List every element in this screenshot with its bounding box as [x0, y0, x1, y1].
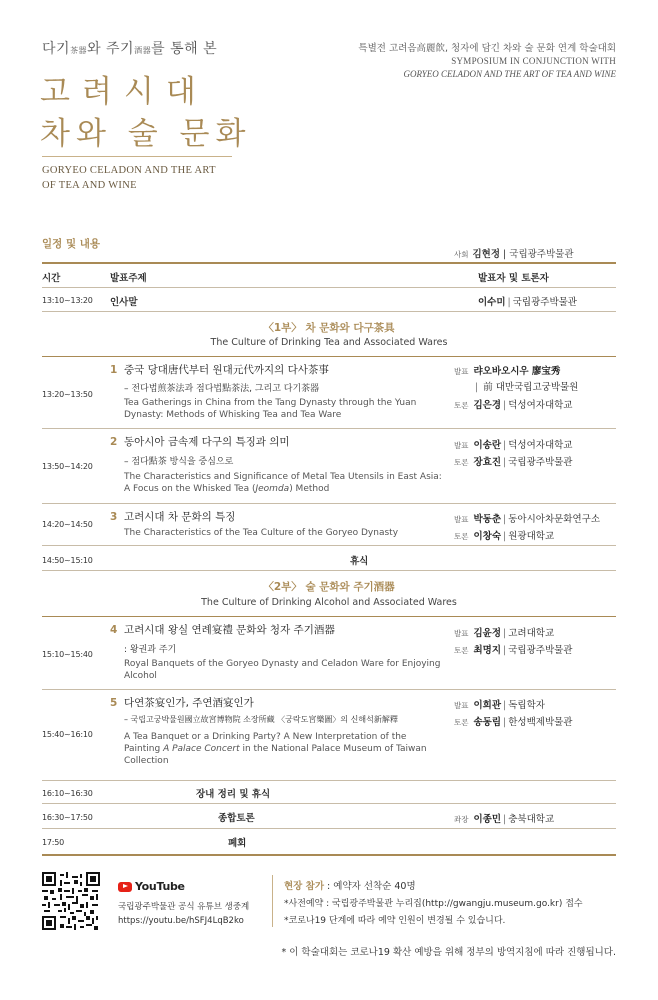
col-header-speaker: 발표자 및 토론자: [478, 273, 549, 284]
english-title: GORYEO CELADON AND THE ART OF TEA AND WINE: [42, 165, 216, 191]
talk5-time: 15:40~16:10: [42, 730, 93, 739]
talk1-title: 1 중국 당대唐代부터 원대元代까지의 다사茶事: [110, 364, 329, 376]
closing-label: 폐회: [228, 838, 247, 849]
moderator: 사회 김현정 | 국립광주박물관: [454, 249, 574, 260]
youtube-play-icon: [118, 882, 132, 892]
talk2-discussant: 토론 장효진 | 국립광주박물관: [454, 457, 573, 468]
title-divider: [42, 156, 232, 157]
col-header-time: 시간: [42, 273, 61, 284]
talk2-time: 13:50~14:20: [42, 462, 93, 471]
talk5-english: A Tea Banquet or a Drinking Party? A New Interpretation of the Painting A Palace Concert in the National Palace Museum of Taiwan Collection: [124, 732, 427, 766]
talk1-subtitle: – 전다법煎茶法과 점다법點茶法, 그리고 다기茶器: [124, 384, 320, 394]
talk2-subtitle: – 점다點茶 방식을 중심으로: [124, 457, 234, 467]
talk4-subtitle: : 왕권과 주기: [124, 645, 177, 655]
table-bottom-rule: [42, 854, 616, 856]
youtube-link[interactable]: https://youtu.be/hSFJ4LqB2ko: [118, 916, 244, 926]
closing-time: 17:50: [42, 838, 65, 847]
talk3-discussant: 토론 이창숙 | 원광대학교: [454, 531, 555, 542]
discussion-label: 종합토론: [218, 813, 255, 824]
talk3-english: The Characteristics of the Tea Culture of the Goryeo Dynasty: [124, 528, 399, 538]
talk4-english: Royal Banquets of the Goryeo Dynasty and Celadon Ware for Enjoying Alcohol: [124, 659, 441, 681]
talk3-title: 3 고려시대 차 문화의 특징: [110, 511, 236, 523]
tidy-label: 장내 정리 및 휴식: [196, 789, 271, 800]
opening-time: 13:10~13:20: [42, 296, 93, 305]
schedule-label: 일정 및 내용: [42, 238, 101, 250]
section-rule: [42, 616, 616, 617]
youtube-description: 국립광주박물관 공식 유튜브 생중계 https://youtu.be/hSFJ4LqB2ko: [118, 902, 250, 926]
row-divider: [42, 287, 616, 288]
talk5-discussant: 토론 송동림 | 한성백제박물관: [454, 717, 573, 728]
break1-label: 휴식: [350, 556, 369, 567]
main-title-line1: 고려시대: [40, 74, 208, 110]
row-divider: [42, 689, 616, 690]
part2-title: 〈2부〉 술 문화와 주기酒器: [263, 581, 395, 593]
row-divider: [42, 780, 616, 781]
row-divider: [42, 828, 616, 829]
bottom-disclaimer: * 이 학술대회는 코로나19 확산 예방을 위해 정부의 방역지침에 따라 진행됩니다.: [281, 947, 616, 958]
talk2-english: The Characteristics and Significance of Metal Tea Utensils in East Asia: A Focus on the Whisked Tea (Jeomda) Method: [124, 472, 442, 494]
header-subtitle: 다기茶器와 주기酒器를 통해 본: [42, 41, 218, 57]
row-divider: [42, 803, 616, 804]
row-divider: [42, 545, 616, 546]
onsite-participation: 현장 참가 : 예약자 선착순 40명: [284, 881, 416, 892]
part2-subtitle: The Culture of Drinking Alcohol and Associated Wares: [201, 597, 457, 608]
row-divider: [42, 311, 616, 312]
talk1-presenter: 발표 랴오바오시우 廖宝秀: [454, 366, 561, 377]
youtube-logo[interactable]: YouTube: [118, 880, 185, 893]
qr-code-icon[interactable]: [42, 872, 100, 930]
row-divider: [42, 570, 616, 571]
part1-subtitle: The Culture of Drinking Tea and Associated Wares: [210, 337, 448, 348]
talk2-title: 2 동아시아 금속제 다구의 특징과 의미: [110, 436, 290, 448]
section-rule: [42, 356, 616, 357]
table-top-rule: [42, 262, 616, 264]
discussion-time: 16:30~17:50: [42, 813, 93, 822]
symposium-caption: 특별전 고려음高麗飮, 청자에 담긴 차와 술 문화 연계 학술대회 SYMPOSIUM IN CONJUNCTION WITH GORYEO CELADON AND THE ART OF TEA AND WINE: [358, 43, 616, 79]
talk5-subtitle: – 국립고궁박물원國立故宮博物院 소장所藏 〈궁락도宮樂圖〉의 신해석新解釋: [124, 715, 398, 724]
tidy-time: 16:10~16:30: [42, 789, 93, 798]
part1-title: 〈1부〉 차 문화와 다구茶具: [263, 322, 395, 334]
reservation-note: *사전예약 : 국립광주박물관 누리집(http://gwangju.museum.go.kr) 접수: [284, 899, 583, 909]
talk5-presenter: 발표 이희관 | 독립학자: [454, 700, 545, 711]
row-divider: [42, 503, 616, 504]
footer-divider: [272, 875, 273, 927]
main-title-line2: 차와 술 문화: [40, 116, 252, 152]
opening-speaker: 이수미 | 국립광주박물관: [478, 297, 577, 308]
talk1-discussant: 토론 김은경 | 덕성여자대학교: [454, 400, 573, 411]
talk4-time: 15:10~15:40: [42, 650, 93, 659]
talk4-discussant: 토론 최명지 | 국립광주박물관: [454, 645, 573, 656]
talk1-time: 13:20~13:50: [42, 390, 93, 399]
col-header-topic: 발표주제: [110, 273, 147, 284]
covid-note: *코로나19 단계에 따라 예약 인원이 변경될 수 있습니다.: [284, 916, 506, 926]
talk4-title: 4 고려시대 왕실 연례宴禮 문화와 청자 주기酒器: [110, 624, 335, 636]
talk1-english: Tea Gatherings in China from the Tang Dynasty through the Yuan Dynasty: Methods of Whisking Tea and Tea Ware: [124, 398, 417, 420]
talk1-presenter-org: | 前 대만국립고궁박물원: [475, 382, 579, 393]
talk2-presenter: 발표 이송란 | 덕성여자대학교: [454, 440, 573, 451]
opening-title: 인사말: [110, 297, 138, 308]
break1-time: 14:50~15:10: [42, 556, 93, 565]
talk3-time: 14:20~14:50: [42, 520, 93, 529]
row-divider: [42, 428, 616, 429]
talk4-presenter: 발표 김윤정 | 고려대학교: [454, 628, 555, 639]
discussion-chair: 좌장 이종민 | 충북대학교: [454, 814, 555, 825]
talk5-title: 5 다연茶宴인가, 주연酒宴인가: [110, 697, 254, 709]
talk3-presenter: 발표 박동춘 | 동아시아차문화연구소: [454, 514, 601, 525]
